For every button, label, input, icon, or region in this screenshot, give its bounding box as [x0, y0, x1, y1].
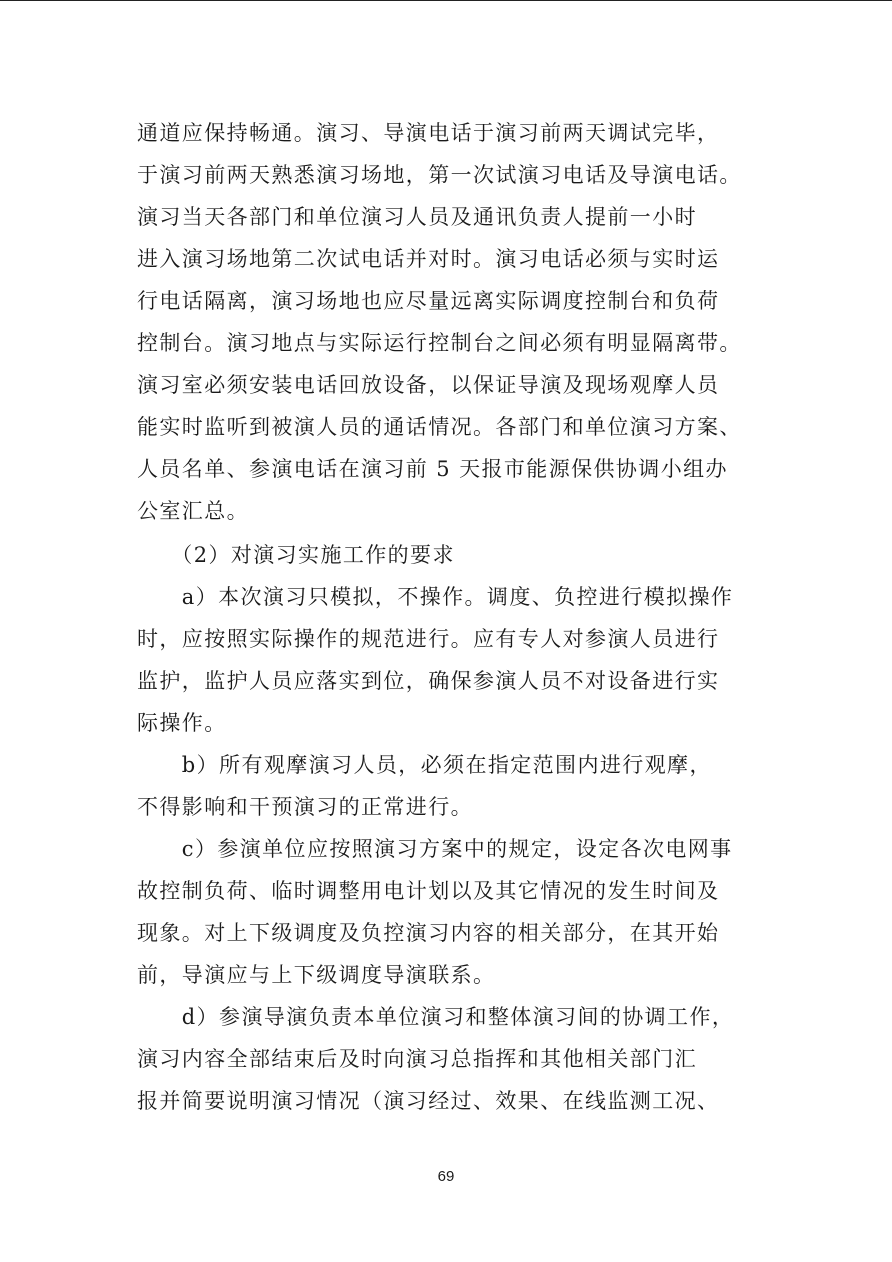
- text-line: 不得影响和干预演习的正常进行。: [137, 795, 473, 819]
- text-line: 监护，监护人员应落实到位，确保参演人员不对设备进行实: [137, 669, 720, 693]
- text-line: 进入演习场地第二次试电话并对时。演习电话必须与实时运: [137, 247, 720, 271]
- page-top-border: [0, 0, 892, 1]
- page-number: 69: [437, 1168, 455, 1185]
- text-line: 故控制负荷、临时调整用电计划以及其它情况的发生时间及: [137, 879, 720, 903]
- text-line: 现象。对上下级调度及负控演习内容的相关部分，在其开始: [137, 921, 720, 945]
- text-line: 演习当天各部门和单位演习人员及通讯负责人提前一小时: [137, 205, 697, 229]
- text-line: 行电话隔离，演习场地也应尽量远离实际调度控制台和负荷: [137, 289, 720, 313]
- section-heading: （2）对演习实施工作的要求: [137, 543, 455, 567]
- text-line: 时，应按照实际操作的规范进行。应有专人对参演人员进行: [137, 627, 720, 651]
- text-line: b）所有观摩演习人员，必须在指定范围内进行观摩，: [137, 753, 712, 777]
- text-line: 前，导演应与上下级调度导演联系。: [137, 963, 496, 987]
- text-line: 演习内容全部结束后及时向演习总指挥和其他相关部门汇: [137, 1047, 697, 1071]
- text-line: 演习室必须安装电话回放设备，以保证导演及现场观摩人员: [137, 373, 720, 397]
- text-line: c）参演单位应按照演习方案中的规定，设定各次电网事: [137, 837, 733, 861]
- text-line: 人员名单、参演电话在演习前 5 天报市能源保供协调小组办: [137, 457, 728, 481]
- text-line: 通道应保持畅通。演习、导演电话于演习前两天调试完毕，: [137, 121, 720, 145]
- text-line: 公室汇总。: [137, 499, 249, 523]
- text-line: d）参演导演负责本单位演习和整体演习间的协调工作，: [137, 1005, 735, 1029]
- text-line: 控制台。演习地点与实际运行控制台之间必须有明显隔离带。: [137, 331, 742, 355]
- text-line: 际操作。: [137, 711, 227, 735]
- text-line: 能实时监听到被演人员的通话情况。各部门和单位演习方案、: [137, 415, 742, 439]
- text-line: 报并简要说明演习情况（演习经过、效果、在线监测工况、: [137, 1089, 720, 1113]
- text-line: a）本次演习只模拟，不操作。调度、负控进行模拟操作: [137, 585, 734, 609]
- document-body: [137, 112, 765, 1122]
- text-line: 于演习前两天熟悉演习场地，第一次试演习电话及导演电话。: [137, 163, 742, 187]
